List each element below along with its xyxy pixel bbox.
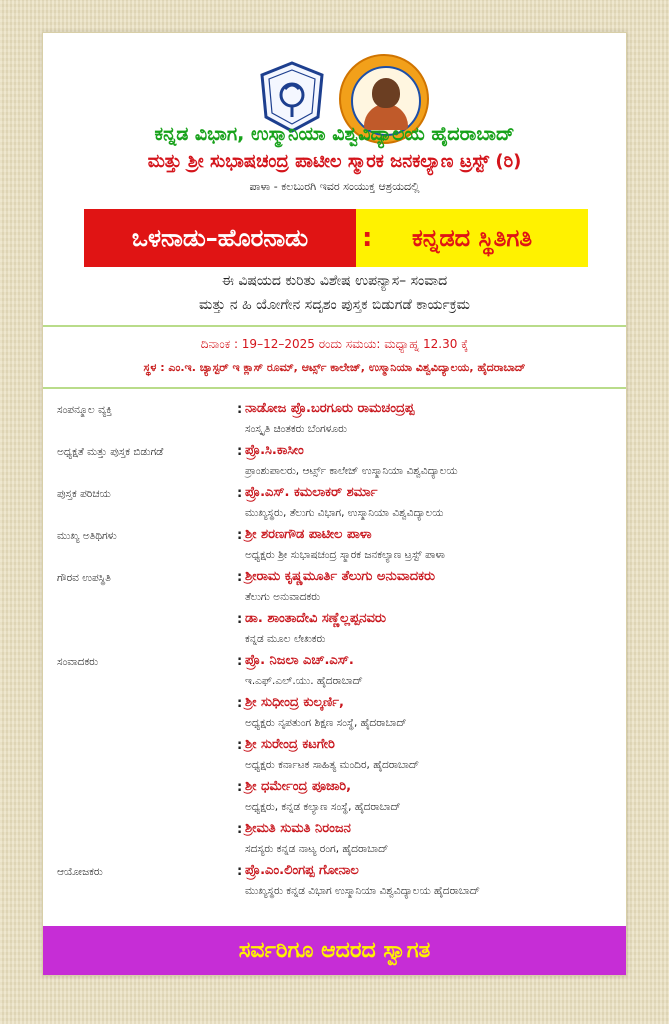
banner-right-text: ಕನ್ನಡದ ಸ್ಥಿತಿಗತಿ: [411, 224, 533, 252]
program-colon: :: [237, 486, 243, 501]
program-person-name: ಶ್ರೀರಾಮ ಕೃಷ್ಣಮೂರ್ತಿ ತೆಲುಗು ಅನುವಾದಕರು: [245, 569, 436, 584]
program-person-desc: ಕನ್ನಡ ಮೂಲ ಲೇಖಕರು: [245, 633, 326, 645]
theme-banner: [84, 209, 588, 267]
program-person-desc: ಪ್ರಾಂಶುಪಾಲರು, ಆರ್ಟ್ಸ್ ಕಾಲೇಜ್ ಉಸ್ಮಾನಿಯಾ ವಿಶ್ವವಿದ್ಯಾಲಯ: [245, 465, 458, 477]
program-person-desc: ಸದಸ್ಯರು ಕನ್ನಡ ನಾಟ್ಯ ರಂಗ, ಹೈದರಾಬಾದ್: [245, 843, 389, 855]
org-title-line1: ಕನ್ನಡ ವಿಭಾಗ, ಉಸ್ಮಾನಿಯಾ ವಿಶ್ವವಿದ್ಯಾಲಯ ಹೈದರಾಬಾದ್: [154, 123, 515, 145]
banner-right: [356, 209, 588, 267]
org-title-line2: ಮತ್ತು ಶ್ರೀ ಸುಭಾಷಚಂದ್ರ ಪಾಟೀಲ ಸ್ಮಾರಕ ಜನಕಲ್ಯಾಣ ಟ್ರಸ್ಟ್ (ರಿ): [147, 151, 522, 172]
program-person-name: ಪ್ರೊ.ಎಂ.ಲಿಂಗಪ್ಪ ಗೋನಾಲ: [245, 863, 359, 878]
welcome-footer: ಸರ್ವರಿಗೂ ಆದರದ ಸ್ವಾಗತ: [43, 926, 626, 975]
program-person-desc: ಸಂಸ್ಕೃತಿ ಚಿಂತಕರು ಬೆಂಗಳೂರು: [245, 423, 348, 435]
program-role-label: ಪುಸ್ತಕ ಪರಿಚಯ: [57, 488, 111, 500]
program-role-label: ಗೌರವ ಉಪಸ್ಥಿತಿ: [57, 572, 111, 584]
program-colon: :: [237, 696, 243, 711]
program-colon: :: [237, 570, 243, 585]
event-date: ದಿನಾಂಕ : 19–12–2025 ರಂದು ಸಮಯ: ಮಧ್ಯಾಹ್ನ 12.30 ಕ್ಕೆ: [200, 337, 469, 351]
banner-colon: :: [362, 223, 373, 253]
program-role-label: ಸಂವಾದಕರು: [57, 656, 99, 668]
banner-left: ಒಳನಾಡು–ಹೊರನಾಡು: [84, 209, 356, 267]
program-role-label: ಮುಖ್ಯ ಅತಿಥಿಗಳು: [57, 530, 117, 542]
program-person-name: ಶ್ರೀ ಧರ್ಮೇಂದ್ರ ಪೂಜಾರಿ,: [245, 779, 352, 794]
org-title-line3: ಪಾಳಾ - ಕಲಬುರಗಿ ಇವರ ಸಂಯುಕ್ತ ಆಶ್ರಯದಲ್ಲಿ: [249, 180, 420, 193]
program-colon: :: [237, 780, 243, 795]
divider-bottom: [43, 387, 626, 389]
program-person-name: ಶ್ರೀ ಸುಧೀಂದ್ರ ಕುಲ್ಕರ್ಣಿ,: [245, 695, 344, 710]
program-person-desc: ಅಧ್ಯಕ್ಷರು ಕರ್ನಾಟಕ ಸಾಹಿತ್ಯ ಮಂದಿರ, ಹೈದರಾಬಾದ್: [245, 759, 420, 771]
program-role-label: ಅಧ್ಯಕ್ಷತೆ ಮತ್ತು ಪುಸ್ತಕ ಬಿಡುಗಡೆ: [57, 446, 164, 458]
program-person-name: ಶ್ರೀ ಸುರೇಂದ್ರ ಕಟಗೇರಿ: [245, 737, 335, 752]
subtitle-line1: ಈ ವಿಷಯದ ಕುರಿತು ವಿಶೇಷ ಉಪನ್ಯಾಸ– ಸಂವಾದ: [221, 273, 448, 289]
program-person-desc: ಅಧ್ಯಕ್ಷರು ಶ್ರೀ ಸುಭಾಷಚಂದ್ರ ಸ್ಮಾರಕ ಜನಕಲ್ಯಾಣ ಟ್ರಸ್ಟ್ ಪಾಳಾ: [245, 549, 445, 561]
program-person-desc: ಮುಖ್ಯಸ್ಥರು ಕನ್ನಡ ವಿಭಾಗ ಉಸ್ಮಾನಿಯಾ ವಿಶ್ವವಿದ್ಯಾಲಯ ಹೈದರಾಬಾದ್: [245, 885, 480, 897]
program-role-label: ಸಂಪನ್ಮೂಲ ವ್ಯಕ್ತಿ: [57, 404, 113, 416]
program-role-label: ಆಯೋಜಕರು: [57, 866, 103, 878]
program-colon: :: [237, 738, 243, 753]
program-colon: :: [237, 402, 243, 417]
program-colon: :: [237, 528, 243, 543]
invitation-card: [42, 32, 627, 976]
program-colon: :: [237, 822, 243, 837]
program-colon: :: [237, 612, 243, 627]
program-person-name: ನಾಡೋಜ ಪ್ರೊ.ಬರಗೂರು ರಾಮಚಂದ್ರಪ್ಪ: [245, 401, 415, 416]
program-colon: :: [237, 654, 243, 669]
program-person-name: ಡಾ. ಶಾಂತಾದೇವಿ ಸಣ್ಣೆಲ್ಲಪ್ಪನವರು: [245, 611, 386, 626]
program-person-desc: ಇ.ಎಫ್.ಎಲ್.ಯು. ಹೈದರಾಬಾದ್: [245, 675, 363, 687]
subtitle-line2: ಮತ್ತು ನ ಹಿ ಯೋಗೇನ ಸದೃಶಂ ಪುಸ್ತಕ ಬಿಡುಗಡೆ ಕಾರ್ಯಕ್ರಮ: [199, 297, 470, 313]
program-colon: :: [237, 444, 243, 459]
program-person-desc: ತೆಲುಗು ಅನುವಾದಕರು: [245, 591, 321, 603]
program-person-desc: ಅಧ್ಯಕ್ಷರು, ಕನ್ನಡ ಕಲ್ಯಾಣ ಸಂಸ್ಥೆ, ಹೈದರಾಬಾದ್: [245, 801, 401, 813]
program-person-name: ಶ್ರೀಮತಿ ಸುಮತಿ ನಿರಂಜನ: [245, 821, 351, 836]
program-person-desc: ಅಧ್ಯಕ್ಷರು ನೃಪತುಂಗ ಶಿಕ್ಷಣ ಸಂಸ್ಥೆ, ಹೈದರಾಬಾದ್: [245, 717, 407, 729]
program-person-desc: ಮುಖ್ಯಸ್ಥರು, ತೆಲುಗು ವಿಭಾಗ, ಉಸ್ಮಾನಿಯಾ ವಿಶ್ವವಿದ್ಯಾಲಯ: [245, 507, 444, 519]
program-person-name: ಶ್ರೀ ಶರಣಗೌಡ ಪಾಟೀಲ ಪಾಳಾ: [245, 527, 372, 542]
program-colon: :: [237, 864, 243, 879]
program-person-name: ಪ್ರೊ.ಸಿ.ಕಾಸೀಂ: [245, 443, 304, 458]
program-person-name: ಪ್ರೊ. ನಿಜಲಾ ಎಚ್.ಎಸ್.: [245, 653, 354, 668]
program-person-name: ಪ್ರೊ.ಎಸ್. ಕಮಲಾಕರ್ ಶರ್ಮಾ: [245, 485, 378, 500]
divider-top: [43, 325, 626, 327]
event-venue: ಸ್ಥಳ : ಎಂ.ಇ. ಚ್ಯಾಸ್ಟರ್ ಇ ಕ್ಲಾಸ್ ರೂಮ್, ಆರ್ಟ್ಸ್ ಕಾಲೇಜ್, ಉಸ್ಮಾನಿಯಾ ವಿಶ್ವವಿದ್ಯಾಲಯ, ಹೈದರಾಬಾದ್: [143, 361, 526, 374]
